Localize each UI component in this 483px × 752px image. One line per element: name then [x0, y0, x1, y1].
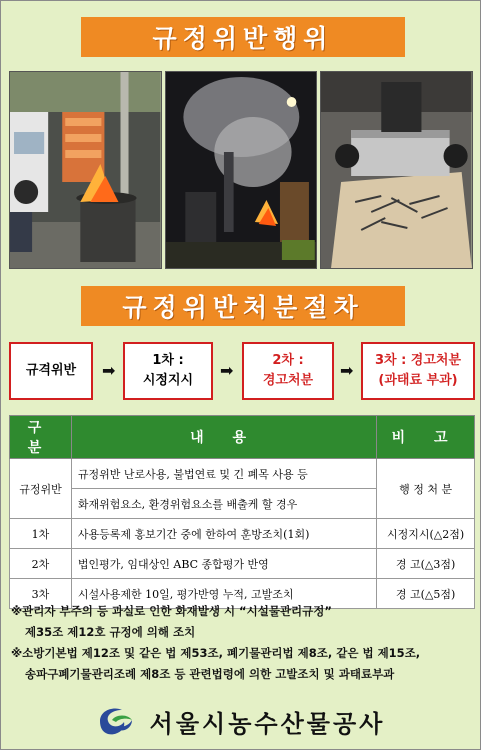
notes: [11, 601, 473, 685]
procedure-flow: [9, 342, 475, 400]
flow-step-3-line1: 3차 : 경고처분: [374, 353, 462, 368]
table-row: [10, 549, 475, 579]
row-note: 시정지시(△2점): [377, 519, 475, 549]
table-row: [10, 459, 475, 489]
flow-step-2-line1: 2차 :: [272, 353, 304, 368]
photo-barrel-fire: [9, 71, 162, 269]
flow-step-2-line2: 경고처분: [262, 373, 314, 388]
row-content: 화재위험요소, 환경위험요소를 배출케 할 경우: [71, 489, 376, 519]
photo-magnet-nails: [320, 71, 473, 269]
row-content: 규정위반 난로사용, 불법연료 및 긴 폐목 사용 등: [71, 459, 376, 489]
row-note: 경 고(△3점): [377, 549, 475, 579]
section-title-banner: 규정위반처분절차: [81, 286, 405, 326]
arrow-right-icon: ➡: [220, 361, 234, 380]
note-2-line1: ※소방기본법 제12조 및 같은 법 제53조, 폐기물관리법 제8조, 같은 법 제15조,: [11, 646, 421, 660]
row-note: 경 고(△5점): [377, 579, 475, 609]
rules-table: [9, 415, 475, 609]
row-label: 2차: [10, 549, 72, 579]
flow-step-1-line1: 1차 :: [152, 353, 184, 368]
row-content: 법인평가, 임대상인 ABC 종합평가 반영: [71, 549, 376, 579]
arrow-right-icon: ➡: [340, 361, 354, 380]
row-label: 규정위반: [10, 459, 72, 519]
footer: [1, 696, 480, 746]
photo-smoke-night: [165, 71, 318, 269]
flow-step-1: [123, 342, 213, 400]
org-logo-icon: [96, 704, 136, 738]
photo-strip: [9, 71, 473, 267]
row-content: 시설사용제한 10일, 평가반영 누적, 고발조치: [71, 579, 376, 609]
note-2-line2: 송파구폐기물관리조례 제8조 등 관련법령에 의한 고발조치 및 과태료부과: [25, 667, 395, 681]
flow-step-1-line2: 시정지시: [142, 373, 194, 388]
flow-step-violation-label: 규격위반: [25, 363, 77, 378]
org-name: 서울시농수산물공사: [149, 709, 386, 738]
table-header-row: [10, 416, 475, 459]
flow-step-2: [242, 342, 334, 400]
header-note: 비 고: [377, 416, 475, 459]
row-note: 행 정 처 분: [377, 459, 475, 519]
row-label: 3차: [10, 579, 72, 609]
flow-step-3: [361, 342, 475, 400]
flow-step-violation: [9, 342, 93, 400]
note-1-line2: 제35조 제12호 규정에 의해 조치: [25, 625, 196, 639]
row-label: 1차: [10, 519, 72, 549]
note-1-line1: ※관리자 부주의 등 과실로 인한 화재발생 시 “시설물관리규정”: [11, 604, 332, 618]
row-content: 사용등록제 홍보기간 중에 한하여 훈방조치(1회): [71, 519, 376, 549]
header-category: 구 분: [10, 416, 72, 459]
title-banner: 규정위반행위: [81, 17, 405, 57]
table-row: [10, 519, 475, 549]
header-content: 내 용: [71, 416, 376, 459]
arrow-right-icon: ➡: [102, 361, 116, 380]
flow-step-3-line2: (과태료 부과): [378, 373, 458, 388]
